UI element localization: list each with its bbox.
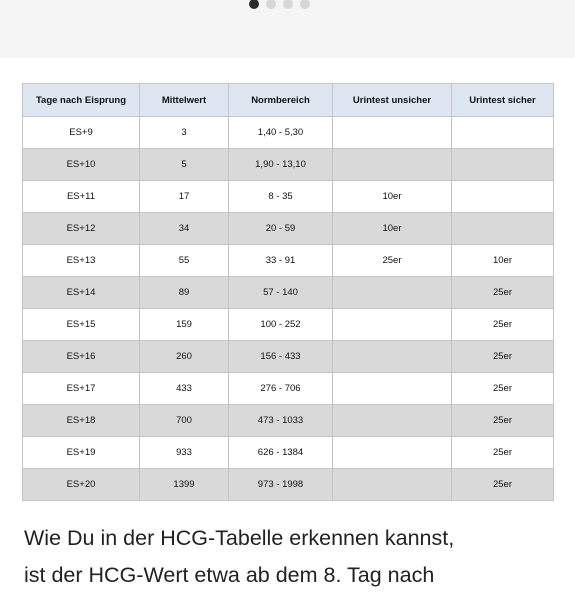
table-cell: ES+10 bbox=[23, 149, 140, 181]
table-row bbox=[23, 373, 554, 405]
article-line: ist der HCG-Wert etwa ab dem 8. Tag nach bbox=[24, 563, 435, 587]
table-row bbox=[23, 181, 554, 213]
table-cell: 25er bbox=[452, 437, 554, 469]
table-cell: 10er bbox=[452, 245, 554, 277]
table-cell: 433 bbox=[140, 373, 229, 405]
table-cell: ES+19 bbox=[23, 437, 140, 469]
table-row bbox=[23, 405, 554, 437]
table-cell: 89 bbox=[140, 277, 229, 309]
table-cell: 25er bbox=[452, 309, 554, 341]
table-cell bbox=[452, 149, 554, 181]
table-cell bbox=[333, 149, 452, 181]
table-cell bbox=[333, 405, 452, 437]
table-cell: 159 bbox=[140, 309, 229, 341]
table-cell: ES+9 bbox=[23, 117, 140, 149]
table-cell: 25er bbox=[452, 469, 554, 501]
table-cell: 25er bbox=[452, 405, 554, 437]
carousel-dot[interactable] bbox=[283, 0, 293, 9]
table-row bbox=[23, 277, 554, 309]
table-cell: 700 bbox=[140, 405, 229, 437]
table-cell bbox=[333, 309, 452, 341]
table-cell bbox=[333, 277, 452, 309]
table-cell: ES+14 bbox=[23, 277, 140, 309]
table-cell: 55 bbox=[140, 245, 229, 277]
table-cell: 25er bbox=[452, 341, 554, 373]
article-paragraph bbox=[24, 520, 564, 594]
table-cell bbox=[452, 213, 554, 245]
table-cell: 5 bbox=[140, 149, 229, 181]
table-cell: 25er bbox=[452, 373, 554, 405]
table-row bbox=[23, 117, 554, 149]
table-header-row bbox=[23, 84, 554, 117]
table-cell: 933 bbox=[140, 437, 229, 469]
table-cell: ES+16 bbox=[23, 341, 140, 373]
table-row bbox=[23, 213, 554, 245]
table-row bbox=[23, 469, 554, 501]
table-cell: 33 - 91 bbox=[229, 245, 333, 277]
table-cell: 1399 bbox=[140, 469, 229, 501]
table-cell: ES+17 bbox=[23, 373, 140, 405]
carousel-dot[interactable] bbox=[266, 0, 276, 9]
table-row bbox=[23, 341, 554, 373]
table-row bbox=[23, 245, 554, 277]
table-cell bbox=[452, 181, 554, 213]
table-row bbox=[23, 437, 554, 469]
table-cell bbox=[333, 469, 452, 501]
carousel-area bbox=[0, 0, 575, 58]
table-row bbox=[23, 309, 554, 341]
table-cell: ES+13 bbox=[23, 245, 140, 277]
table-cell: 276 - 706 bbox=[229, 373, 333, 405]
table-cell: 25er bbox=[452, 277, 554, 309]
table-row bbox=[23, 149, 554, 181]
table-cell: 10er bbox=[333, 213, 452, 245]
table-cell: 34 bbox=[140, 213, 229, 245]
table-cell: 3 bbox=[140, 117, 229, 149]
table-cell bbox=[333, 373, 452, 405]
column-header: Normbereich bbox=[229, 84, 333, 117]
column-header: Mittelwert bbox=[140, 84, 229, 117]
table-cell bbox=[333, 341, 452, 373]
table-cell: 100 - 252 bbox=[229, 309, 333, 341]
table-cell: 473 - 1033 bbox=[229, 405, 333, 437]
table-cell: 1,90 - 13,10 bbox=[229, 149, 333, 181]
table-cell: ES+20 bbox=[23, 469, 140, 501]
table-cell: 973 - 1998 bbox=[229, 469, 333, 501]
table-cell: 8 - 35 bbox=[229, 181, 333, 213]
table-cell: 20 - 59 bbox=[229, 213, 333, 245]
article-line: Wie Du in der HCG-Tabelle erkennen kannst, bbox=[24, 526, 455, 550]
table-cell: 626 - 1384 bbox=[229, 437, 333, 469]
column-header: Urintest sicher bbox=[452, 84, 554, 117]
column-header: Urintest unsicher bbox=[333, 84, 452, 117]
table-cell: 17 bbox=[140, 181, 229, 213]
table-cell: 57 - 140 bbox=[229, 277, 333, 309]
carousel-pagination bbox=[249, 0, 310, 12]
table-cell: 25er bbox=[333, 245, 452, 277]
table-cell: 156 - 433 bbox=[229, 341, 333, 373]
carousel-dot[interactable] bbox=[249, 0, 259, 9]
table-cell bbox=[452, 117, 554, 149]
column-header: Tage nach Eisprung bbox=[23, 84, 140, 117]
table-cell: ES+15 bbox=[23, 309, 140, 341]
table-cell: 1,40 - 5,30 bbox=[229, 117, 333, 149]
hcg-table-image bbox=[22, 83, 553, 499]
table-cell: 260 bbox=[140, 341, 229, 373]
table-cell: ES+12 bbox=[23, 213, 140, 245]
carousel-dot[interactable] bbox=[300, 0, 310, 9]
table-cell bbox=[333, 117, 452, 149]
table-cell bbox=[333, 437, 452, 469]
table-cell: ES+18 bbox=[23, 405, 140, 437]
table-cell: ES+11 bbox=[23, 181, 140, 213]
table-cell: 10er bbox=[333, 181, 452, 213]
hcg-table bbox=[22, 83, 554, 501]
